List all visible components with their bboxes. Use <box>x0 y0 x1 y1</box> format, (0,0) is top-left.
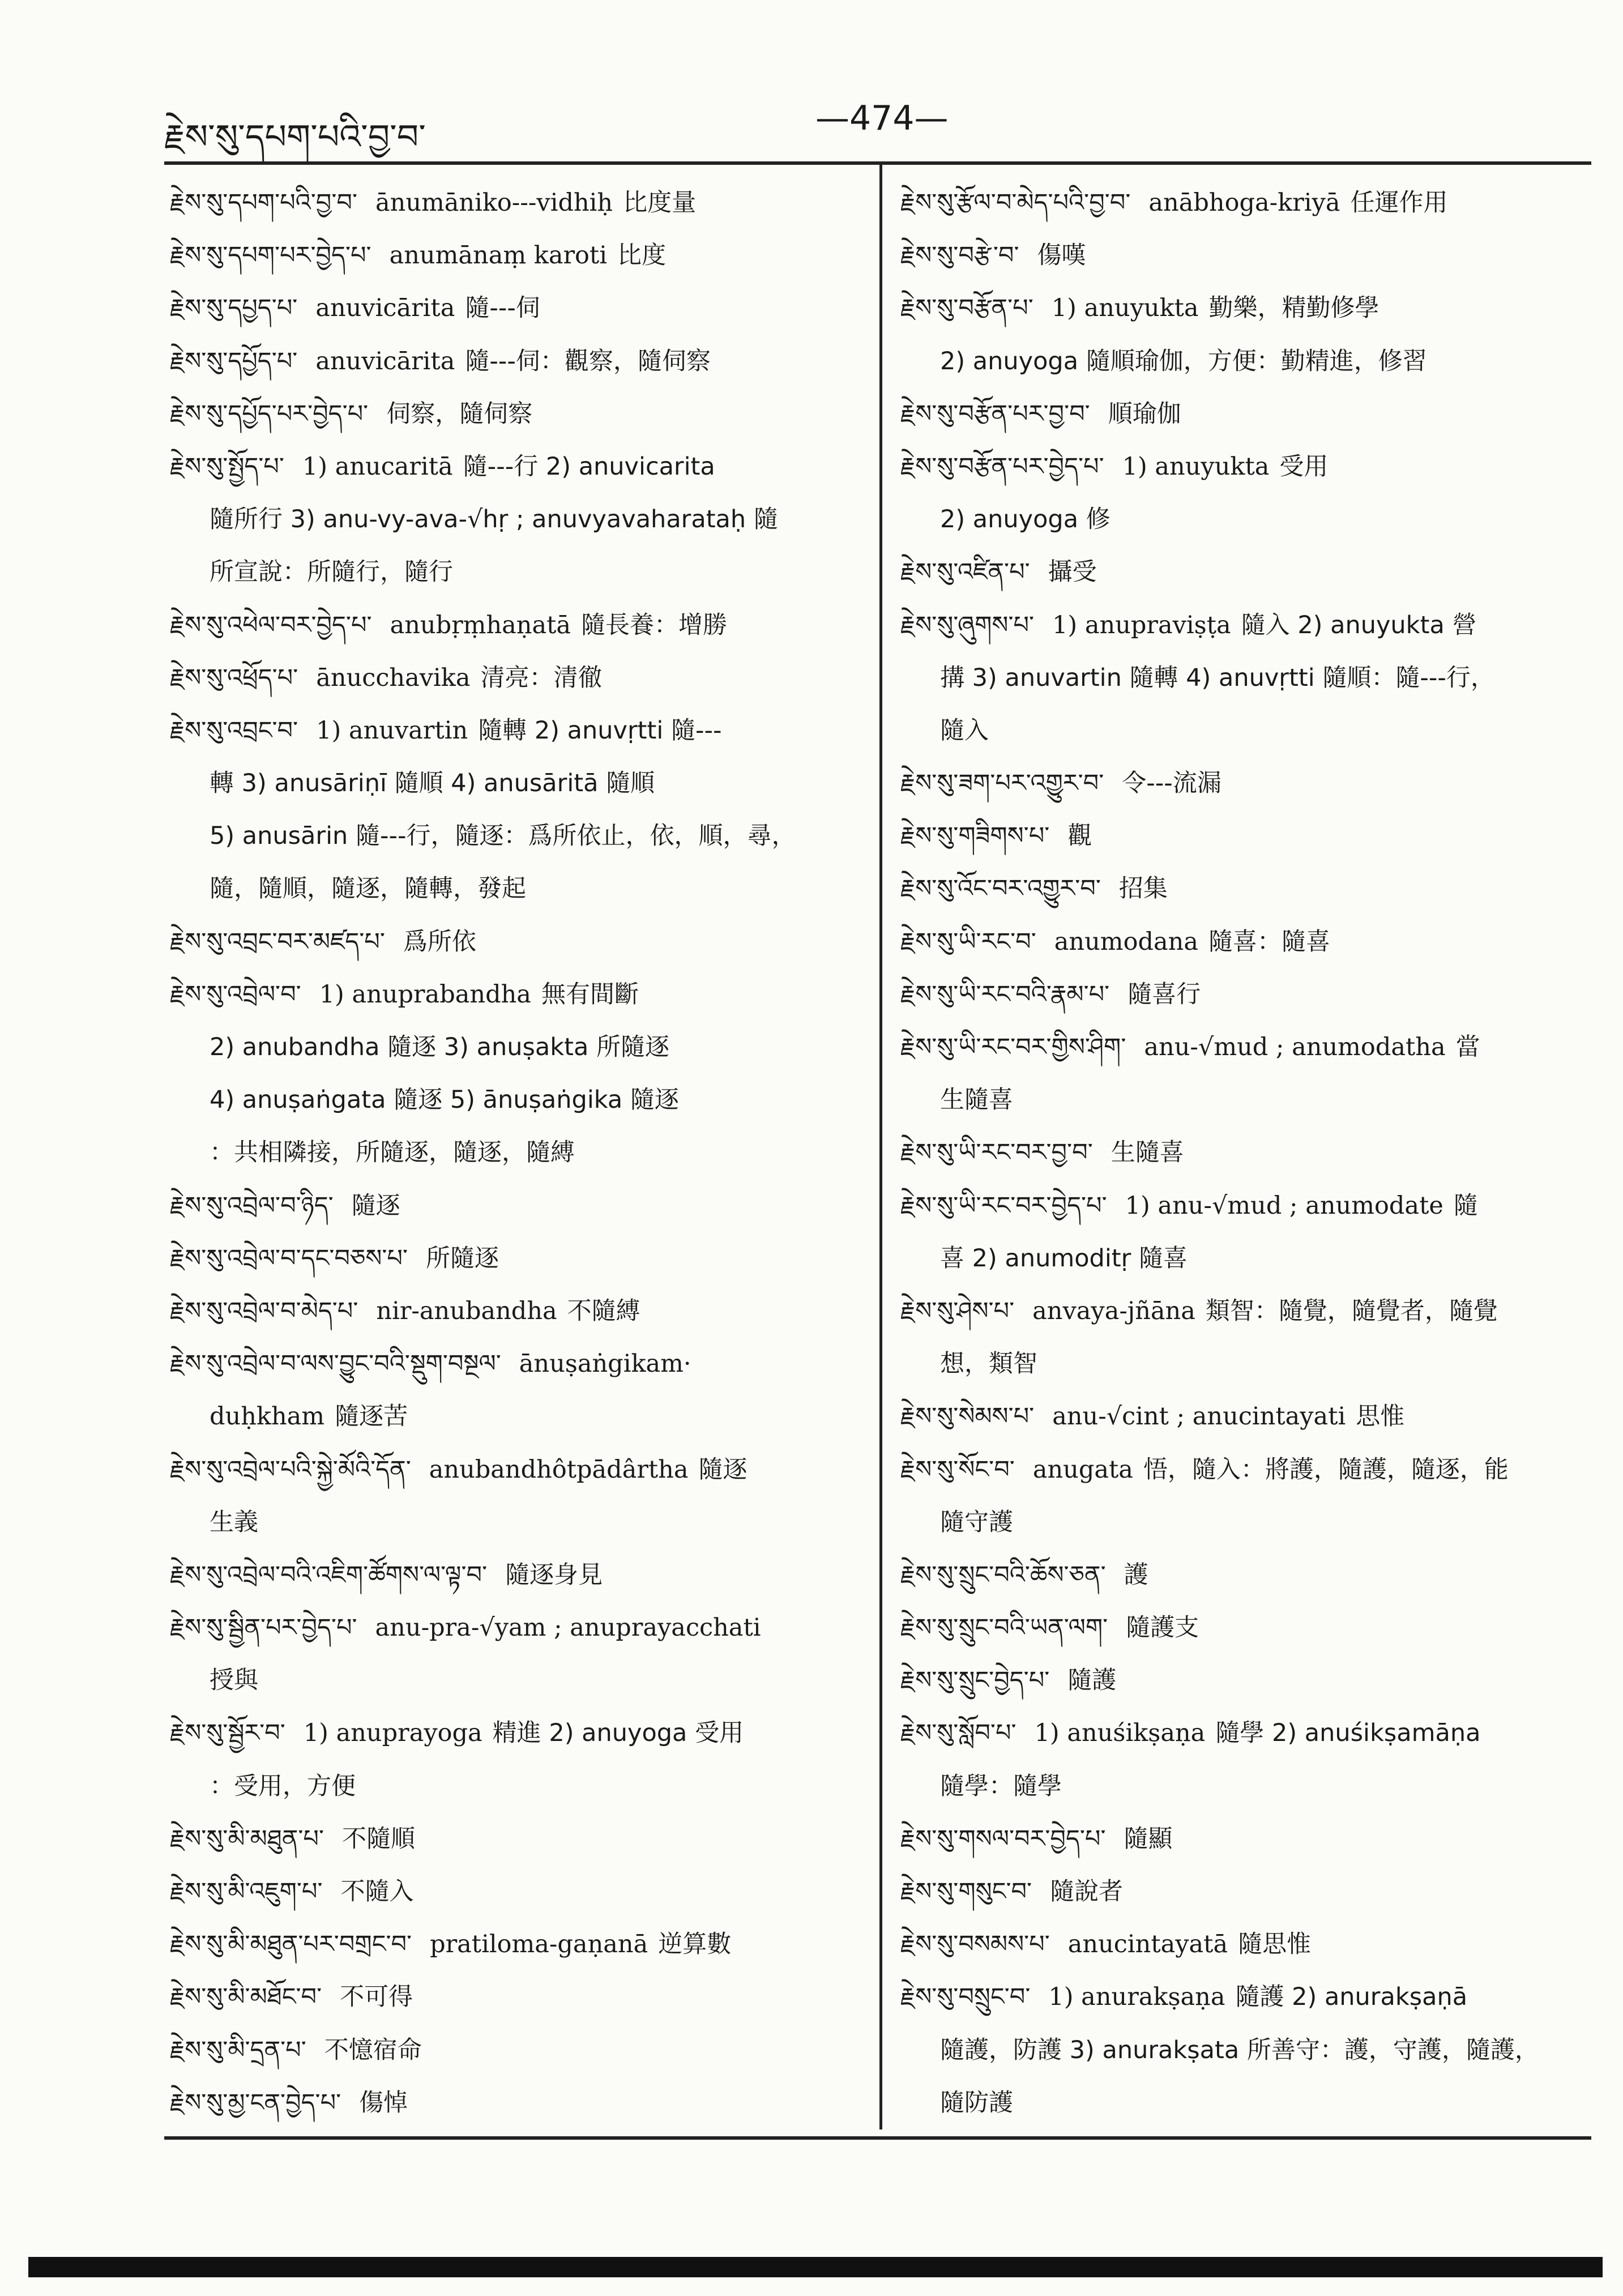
tibetan-headword: རྗེས་སུ་རྩོལ་བ་མེད་པའི་བྱ་བ་ <box>900 189 1131 217</box>
chinese-gloss: 隨喜：隨喜 <box>1208 927 1330 956</box>
sanskrit-equivalent: anābhoga-kriyā <box>1148 189 1340 217</box>
tibetan-headword: རྗེས་སུ་བརྩེ་བ་ <box>900 241 1019 270</box>
tibetan-headword: རྗེས་སུ་འབྲང་བ་ <box>170 716 298 745</box>
chinese-gloss: 不隨順 <box>342 1824 416 1853</box>
chinese-gloss: 隨守護 <box>940 1508 1013 1537</box>
dictionary-entry <box>170 1338 866 1390</box>
chinese-gloss: 生義 <box>210 1508 258 1537</box>
chinese-gloss: 不隨縛 <box>567 1296 640 1325</box>
chinese-gloss: 隨防護 <box>940 2088 1013 2117</box>
chinese-gloss: 觀 <box>1067 822 1092 851</box>
tibetan-headword: རྗེས་སུ་ཡི་རང་བའི་རྣམ་པ་ <box>900 980 1110 1009</box>
dictionary-entry <box>900 1654 1597 1707</box>
chinese-gloss: 勤樂，精勤修學 <box>1208 294 1379 323</box>
chinese-gloss: 隨---伺：觀察，隨伺察 <box>465 347 711 375</box>
chinese-gloss: 隨，隨順，隨逐，隨轉，發起 <box>210 874 526 903</box>
tibetan-headword: རྗེས་སུ་ཡི་རང་བར་བྱེད་པ་ <box>900 1191 1107 1220</box>
entry-continuation <box>170 546 866 599</box>
chinese-gloss: 隨護支 <box>1126 1614 1199 1642</box>
chinese-gloss: 想，類智 <box>940 1350 1037 1379</box>
dictionary-entry <box>900 1444 1597 1496</box>
chinese-gloss: 隨 <box>1453 1191 1478 1220</box>
chinese-gloss: 隨---伺 <box>465 294 540 323</box>
entry-continuation <box>900 1338 1597 1390</box>
dictionary-entry <box>170 441 866 493</box>
tibetan-headword: རྗེས་སུ་འབྲེལ་བ་ <box>170 980 301 1009</box>
entry-continuation <box>170 1074 866 1126</box>
dictionary-entry <box>900 1390 1597 1443</box>
running-head-title: རྗེས་སུ་དཔག་པའི་བྱ་བ་ <box>164 117 426 157</box>
sanskrit-equivalent: anumānaṃ karoti <box>389 241 607 270</box>
dictionary-entry <box>170 177 866 229</box>
tibetan-headword: རྗེས་སུ་མི་དྲན་པ་ <box>170 2035 306 2064</box>
dictionary-entry <box>170 388 866 441</box>
tibetan-headword: རྗེས་སུ་འབྲེལ་བ་མེད་པ་ <box>170 1296 358 1325</box>
chinese-gloss: 隨顯 <box>1124 1824 1173 1853</box>
entry-continuation <box>900 652 1597 705</box>
dictionary-entry <box>900 1918 1597 1971</box>
page-header <box>164 85 1591 157</box>
chinese-gloss: 無有間斷 <box>541 980 639 1009</box>
scan-edge-band <box>28 2257 1603 2277</box>
right-column <box>900 177 1597 2129</box>
left-column <box>170 177 866 2129</box>
sanskrit-equivalent: 1) anupraviṣṭa <box>1052 611 1231 639</box>
chinese-gloss: 生隨喜 <box>1111 1138 1184 1167</box>
dictionary-entry <box>900 1813 1597 1866</box>
chinese-gloss: 所隨逐 <box>425 1244 499 1273</box>
chinese-gloss: ：共相隣接，所隨逐，隨逐，隨縛 <box>210 1138 575 1167</box>
sanskrit-equivalent: 1) anu-√mud ; anumodate <box>1125 1191 1443 1220</box>
chinese-gloss: 隨所行 3) anu-vy-ava-√hṛ ; anuvyavaharataḥ 隨 <box>210 505 778 534</box>
dictionary-entry <box>900 1602 1597 1654</box>
sanskrit-equivalent: anugata <box>1032 1455 1133 1484</box>
dictionary-entry <box>170 968 866 1021</box>
tibetan-headword: རྗེས་སུ་ཟག་པར་འགྱུར་བ་ <box>900 769 1104 798</box>
dictionary-entry <box>900 441 1597 493</box>
column-divider <box>879 164 882 2129</box>
chinese-gloss: 隨學 2) anuśikṣamāṇa <box>1215 1719 1481 1748</box>
dictionary-entry <box>170 1971 866 2024</box>
tibetan-headword: རྗེས་སུ་ཞུགས་པ་ <box>900 611 1035 639</box>
dictionary-entry <box>170 916 866 968</box>
tibetan-headword: རྗེས་སུ་འབྲེལ་པའི་སྐྱེ་མོའི་དོན་ <box>170 1455 411 1484</box>
chinese-gloss: 隨逐 <box>351 1191 400 1220</box>
sanskrit-equivalent: 1) anuyukta <box>1051 294 1199 323</box>
sanskrit-equivalent: anubṛṃhaṇatā <box>390 611 571 639</box>
sanskrit-equivalent: ānucchavika <box>316 663 471 692</box>
dictionary-entry <box>170 599 866 652</box>
entry-continuation <box>170 1654 866 1707</box>
chinese-gloss: 5) anusārin 隨---行，隨逐：爲所依止，依，順，尋， <box>210 822 796 851</box>
tibetan-headword: རྗེས་སུ་འཛིན་པ་ <box>900 558 1030 587</box>
dictionary-entry <box>170 1180 866 1232</box>
chinese-gloss: 傷嘆 <box>1037 241 1086 270</box>
entry-continuation <box>170 1126 866 1179</box>
chinese-gloss: 隨入 <box>940 716 989 745</box>
chinese-gloss: 搆 3) anuvartin 隨轉 4) anuvṛtti 隨順：隨---行， <box>940 663 1495 692</box>
sanskrit-equivalent: 1) anuyukta <box>1122 452 1270 481</box>
tibetan-headword: རྗེས་སུ་མི་མཐོང་བ་ <box>170 1983 322 2012</box>
dictionary-entry <box>900 1549 1597 1602</box>
tibetan-headword: རྗེས་སུ་འབྲང་བར་མཛད་པ་ <box>170 927 385 956</box>
tibetan-headword: རྗེས་སུ་སོང་བ་ <box>900 1455 1015 1484</box>
chinese-gloss: 受用 <box>1279 452 1329 481</box>
tibetan-headword: རྗེས་སུ་བརྩོན་པར་བྱ་བ་ <box>900 399 1090 428</box>
sanskrit-equivalent: anumodana <box>1054 927 1198 956</box>
dictionary-entry <box>170 2077 866 2129</box>
chinese-gloss: 隨護 <box>1067 1666 1117 1695</box>
entry-continuation <box>170 493 866 546</box>
tibetan-headword: རྗེས་སུ་དཔག་པར་བྱེད་པ་ <box>170 241 371 270</box>
tibetan-headword: རྗེས་སུ་དཔྱོད་པར་བྱེད་པ་ <box>170 399 369 428</box>
tibetan-headword: རྗེས་སུ་སྦྱིན་པར་བྱེད་པ་ <box>170 1614 357 1642</box>
tibetan-headword: རྗེས་སུ་བསྲུང་བ་ <box>900 1983 1031 2012</box>
chinese-gloss: 精進 2) anuyoga 受用 <box>492 1719 744 1748</box>
tibetan-headword: རྗེས་སུ་སེམས་པ་ <box>900 1402 1035 1431</box>
dictionary-entry <box>900 1180 1597 1232</box>
dictionary-entry <box>900 968 1597 1021</box>
tibetan-headword: རྗེས་སུ་བསམས་པ་ <box>900 1930 1050 1959</box>
tibetan-headword: རྗེས་སུ་དཔྱོད་པ་ <box>170 347 298 375</box>
dictionary-entry <box>170 1866 866 1918</box>
tibetan-headword: རྗེས་སུ་ཡི་རང་བ་ <box>900 927 1036 956</box>
chinese-gloss: ：受用，方便 <box>210 1772 356 1800</box>
dictionary-entry <box>900 599 1597 652</box>
entry-continuation <box>170 1496 866 1549</box>
chinese-gloss: 隨護 2) anurakṣaṇā <box>1235 1983 1468 2012</box>
chinese-gloss: 不可得 <box>340 1983 413 2012</box>
tibetan-headword: རྗེས་སུ་སྤྱོད་པ་ <box>170 452 284 481</box>
entry-continuation <box>900 1496 1597 1549</box>
dictionary-entry <box>900 229 1597 282</box>
tibetan-headword: རྗེས་སུ་གསལ་བར་བྱེད་པ་ <box>900 1824 1106 1853</box>
dictionary-entry <box>170 335 866 388</box>
tibetan-headword: རྗེས་སུ་གསུང་བ་ <box>900 1877 1032 1906</box>
tibetan-headword: རྗེས་སུ་དཔག་པའི་བྱ་བ་ <box>170 189 357 217</box>
entry-continuation <box>170 757 866 810</box>
entry-continuation <box>900 335 1597 388</box>
tibetan-headword: རྗེས་སུ་ཡི་རང་བར་གྱིས་ཤིག་ <box>900 1033 1126 1061</box>
tibetan-headword: རྗེས་སུ་བརྩོན་པ་ <box>900 294 1033 323</box>
tibetan-headword: རྗེས་སུ་འབྲེལ་བ་ལས་བྱུང་བའི་སྡུག་བསྔལ་ <box>170 1350 501 1379</box>
dictionary-entry <box>900 177 1597 229</box>
entry-continuation <box>900 2077 1597 2129</box>
dictionary-entry <box>170 1707 866 1760</box>
entry-continuation <box>900 1760 1597 1813</box>
sanskrit-equivalent: anu-√cint ; anucintayati <box>1052 1402 1346 1431</box>
dictionary-entry <box>170 1444 866 1496</box>
chinese-gloss: 隨護，防護 3) anurakṣata 所善守：護，守護，隨護， <box>940 2035 1539 2064</box>
entry-continuation <box>170 1021 866 1074</box>
dictionary-entry <box>900 1285 1597 1338</box>
entry-continuation <box>900 1074 1597 1126</box>
dictionary-entry <box>170 1285 866 1338</box>
tibetan-headword: རྗེས་སུ་མྱ་ངན་བྱེད་པ་ <box>170 2088 341 2117</box>
chinese-gloss: 隨---行 2) anuvicarita <box>463 452 715 481</box>
dictionary-entry <box>170 652 866 705</box>
tibetan-headword: རྗེས་སུ་འབྲེལ་བ་ཉིད་ <box>170 1191 334 1220</box>
sanskrit-equivalent: anuvicārita <box>315 347 455 375</box>
tibetan-headword: རྗེས་སུ་བརྩོན་པར་བྱེད་པ་ <box>900 452 1104 481</box>
chinese-gloss: 生隨喜 <box>940 1086 1013 1115</box>
chinese-gloss: 4) anuṣaṅgata 隨逐 5) ānuṣaṅgika 隨逐 <box>210 1086 679 1115</box>
dictionary-entry <box>170 229 866 282</box>
sanskrit-equivalent: anu-pra-√yam ; anuprayacchati <box>375 1614 761 1642</box>
chinese-gloss: 2) anuyoga 修 <box>940 505 1111 534</box>
chinese-gloss: 隨長養：增勝 <box>581 611 728 639</box>
dictionary-entry <box>170 1813 866 1866</box>
chinese-gloss: 不隨入 <box>340 1877 414 1906</box>
chinese-gloss: 隨說者 <box>1050 1877 1124 1906</box>
dictionary-entry <box>900 1021 1597 1074</box>
chinese-gloss: 護 <box>1124 1560 1148 1589</box>
dictionary-entry <box>170 2024 866 2077</box>
dictionary-entry <box>170 1918 866 1971</box>
dictionary-entry <box>900 388 1597 441</box>
chinese-gloss: 喜 2) anumoditṛ 隨喜 <box>940 1244 1188 1273</box>
dictionary-entry <box>900 1971 1597 2024</box>
sanskrit-equivalent: duḥkham <box>210 1402 325 1431</box>
chinese-gloss: 隨入 2) anuyukta 營 <box>1241 611 1477 639</box>
dictionary-entry <box>900 810 1597 863</box>
tibetan-headword: རྗེས་སུ་སློབ་པ་ <box>900 1719 1016 1748</box>
chinese-gloss: 類智：隨覺，隨覺者，隨覺 <box>1205 1296 1498 1325</box>
chinese-gloss: 隨逐身見 <box>505 1560 603 1589</box>
dictionary-entry <box>170 1549 866 1602</box>
dictionary-entry <box>170 1232 866 1285</box>
entry-continuation <box>170 1760 866 1813</box>
tibetan-headword: རྗེས་སུ་ཤེས་པ་ <box>900 1296 1015 1325</box>
dictionary-entry <box>170 705 866 757</box>
sanskrit-equivalent: anvaya-jñāna <box>1032 1296 1195 1325</box>
tibetan-headword: རྗེས་སུ་སྲུང་བྱེད་པ་ <box>900 1666 1050 1695</box>
sanskrit-equivalent: 1) anuprayoga <box>303 1719 482 1748</box>
dictionary-entry <box>900 863 1597 915</box>
chinese-gloss: 悟，隨入：將護，隨護，隨逐，能 <box>1143 1455 1509 1484</box>
tibetan-headword: རྗེས་སུ་སྲུང་བའི་ཡན་ལག་ <box>900 1614 1108 1642</box>
chinese-gloss: 2) anuyoga 隨順瑜伽，方便：勤精進，修習 <box>940 347 1427 375</box>
page-number: —474— <box>815 99 949 138</box>
tibetan-headword: རྗེས་སུ་འཕེལ་བར་བྱེད་པ་ <box>170 611 372 639</box>
sanskrit-equivalent: ānumāniko---vidhiḥ <box>375 189 613 217</box>
sanskrit-equivalent: ānuṣaṅgikam· <box>519 1350 691 1379</box>
sanskrit-equivalent: 1) anuprabandha <box>319 980 531 1009</box>
chinese-gloss: 令---流漏 <box>1122 769 1221 798</box>
chinese-gloss: 伺察，隨伺察 <box>386 399 533 428</box>
sanskrit-equivalent: anubandhôtpādârtha <box>429 1455 689 1484</box>
chinese-gloss: 思惟 <box>1356 1402 1405 1431</box>
chinese-gloss: 隨喜行 <box>1127 980 1201 1009</box>
tibetan-headword: རྗེས་སུ་སྲུང་བའི་ཆོས་ཅན་ <box>900 1560 1106 1589</box>
sanskrit-equivalent: 1) anurakṣaṇa <box>1048 1983 1225 2012</box>
chinese-gloss: 隨逐 <box>698 1455 748 1484</box>
entry-continuation <box>900 1232 1597 1285</box>
chinese-gloss: 比度 <box>617 241 666 270</box>
sanskrit-equivalent: anucintayatā <box>1067 1930 1228 1959</box>
dictionary-entry <box>900 1866 1597 1918</box>
tibetan-headword: རྗེས་སུ་ཡི་རང་བར་བྱ་བ་ <box>900 1138 1093 1167</box>
tibetan-headword: རྗེས་སུ་སྦྱོར་བ་ <box>170 1719 285 1748</box>
chinese-gloss: 不憶宿命 <box>324 2035 422 2064</box>
tibetan-headword: རྗེས་སུ་མི་མཐུན་པ་ <box>170 1824 324 1853</box>
chinese-gloss: 傷悼 <box>359 2088 408 2117</box>
sanskrit-equivalent: pratiloma-gaṇanā <box>430 1930 648 1959</box>
header-rule <box>164 161 1591 165</box>
entry-continuation <box>170 810 866 863</box>
sanskrit-equivalent: anu-√mud ; anumodatha <box>1144 1033 1446 1061</box>
tibetan-headword: རྗེས་སུ་འཕྲོད་པ་ <box>170 663 298 692</box>
chinese-gloss: 招集 <box>1118 874 1168 903</box>
chinese-gloss: 當 <box>1455 1033 1480 1061</box>
chinese-gloss: 授與 <box>210 1666 258 1695</box>
sanskrit-equivalent: 1) anuśikṣaṇa <box>1034 1719 1206 1748</box>
dictionary-entry <box>900 1707 1597 1760</box>
entry-continuation <box>170 1390 866 1443</box>
chinese-gloss: 所宣說：所隨行，隨行 <box>210 558 453 587</box>
chinese-gloss: 爲所依 <box>403 927 476 956</box>
dictionary-entry <box>170 1602 866 1654</box>
dictionary-entry <box>900 916 1597 968</box>
tibetan-headword: རྗེས་སུ་མི་མཐུན་པར་བགྲང་བ་ <box>170 1930 412 1959</box>
dictionary-entry <box>900 282 1597 335</box>
sanskrit-equivalent: anuvicārita <box>315 294 455 323</box>
chinese-gloss: 轉 3) anusāriṇī 隨順 4) anusāritā 隨順 <box>210 769 655 798</box>
sanskrit-equivalent: 1) anuvartin <box>316 716 468 745</box>
chinese-gloss: 攝受 <box>1048 558 1097 587</box>
chinese-gloss: 2) anubandha 隨逐 3) anuṣakta 所隨逐 <box>210 1033 669 1061</box>
entry-continuation <box>900 493 1597 546</box>
sanskrit-equivalent: nir-anubandha <box>376 1296 557 1325</box>
entry-continuation <box>170 863 866 915</box>
chinese-gloss: 隨轉 2) anuvṛtti 隨--- <box>478 716 722 745</box>
tibetan-headword: རྗེས་སུ་དཔྱད་པ་ <box>170 294 298 323</box>
dictionary-entry <box>900 1126 1597 1179</box>
tibetan-headword: རྗེས་སུ་འབྲེལ་བ་དང་བཅས་པ་ <box>170 1244 408 1273</box>
chinese-gloss: 逆算數 <box>658 1930 732 1959</box>
tibetan-headword: རྗེས་སུ་མི་འཇུག་པ་ <box>170 1877 323 1906</box>
tibetan-headword: རྗེས་སུ་གཟིགས་པ་ <box>900 822 1050 851</box>
entry-continuation <box>900 705 1597 757</box>
chinese-gloss: 隨逐苦 <box>335 1402 408 1431</box>
chinese-gloss: 隨學：隨學 <box>940 1772 1062 1800</box>
dictionary-entry <box>170 282 866 335</box>
tibetan-headword: རྗེས་སུ་འབྲེལ་བའི་འཇིག་ཚོགས་ལ་ལྟ་བ་ <box>170 1560 488 1589</box>
chinese-gloss: 清亮：清徹 <box>480 663 603 692</box>
entry-continuation <box>900 2024 1597 2077</box>
tibetan-headword: རྗེས་སུ་འོང་བར་འགྱུར་བ་ <box>900 874 1101 903</box>
dictionary-entry <box>900 546 1597 599</box>
chinese-gloss: 隨思惟 <box>1238 1930 1312 1959</box>
chinese-gloss: 任運作用 <box>1350 189 1448 217</box>
sanskrit-equivalent: 1) anucaritā <box>302 452 453 481</box>
dictionary-entry <box>900 757 1597 810</box>
chinese-gloss: 比度量 <box>623 189 697 217</box>
chinese-gloss: 順瑜伽 <box>1108 399 1181 428</box>
footer-rule <box>164 2136 1591 2140</box>
